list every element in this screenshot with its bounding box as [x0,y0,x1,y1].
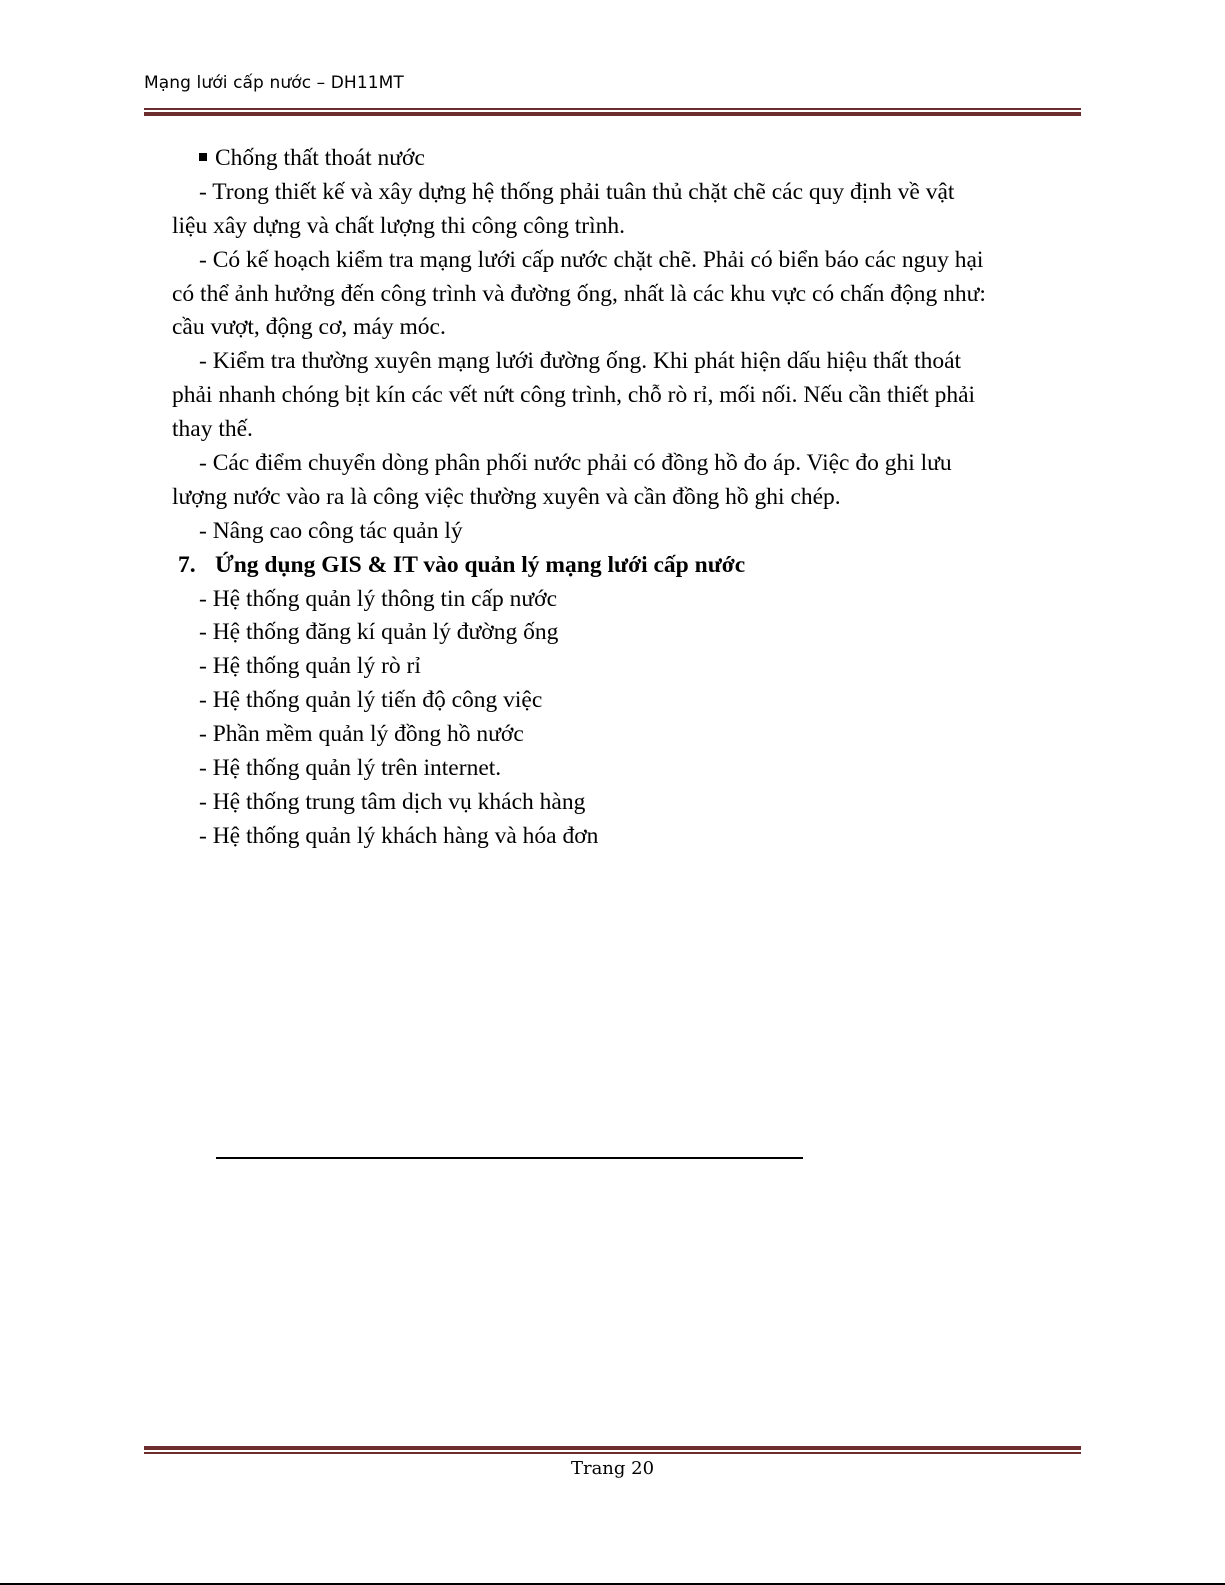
section-title: Ứng dụng GIS & IT vào quản lý mạng lưới cấp nước [215,551,746,578]
section-heading [172,549,1072,583]
header-rule-thick [144,112,1081,116]
paragraph-line: - Các điểm chuyển dòng phân phối nước phải có đồng hồ đo áp. Việc đo ghi lưu [199,450,952,477]
paragraph-line: có thể ảnh hưởng đến công trình và đường ống, nhất là các khu vực có chấn động như: [172,280,986,307]
paragraph-line: phải nhanh chóng bịt kín các vết nứt công trình, chỗ rò rỉ, mối nối. Nếu cần thiết phải [172,382,976,409]
running-header: Mạng lưới cấp nước – DH11MT [144,73,404,93]
paragraph-line: - Trong thiết kế và xây dựng hệ thống phải tuân thủ chặt chẽ các quy định về vật [199,178,955,205]
paragraph-line: - Có kế hoạch kiểm tra mạng lưới cấp nước chặt chẽ. Phải có biển báo các nguy hại [199,246,984,273]
paragraph-line: liệu xây dựng và chất lượng thi công công trình. [172,212,625,239]
section-number: 7. [178,551,196,578]
footer-rule-thick [144,1446,1081,1450]
list-item: - Hệ thống quản lý tiến độ công việc [199,687,543,714]
footnote-separator [216,1157,803,1159]
paragraph-line: cầu vượt, động cơ, máy móc. [172,314,446,341]
list-item: - Hệ thống trung tâm dịch vụ khách hàng [199,788,586,815]
body-text [172,142,1072,854]
paragraph-line: - Kiểm tra thường xuyên mạng lưới đường ống. Khi phát hiện dấu hiệu thất thoát [199,348,962,375]
list-item: - Hệ thống quản lý trên internet. [199,755,502,782]
list-item: - Hệ thống quản lý thông tin cấp nước [199,585,558,612]
footer-rule-thin [144,1452,1081,1454]
list-item: - Hệ thống quản lý rò rỉ [199,653,421,680]
page-number: Trang 20 [570,1458,655,1479]
paragraph-line: thay thế. [172,416,253,443]
bullet-heading: Chống thất thoát nước [172,142,1072,176]
list-item: - Hệ thống quản lý khách hàng và hóa đơn [199,822,599,849]
paragraph-line: - Nâng cao công tác quản lý [199,517,463,544]
list-item: - Hệ thống đăng kí quản lý đường ống [199,619,559,646]
list-item: - Phần mềm quản lý đồng hồ nước [199,721,524,748]
header-rule-thin [144,108,1081,110]
paragraph-line: lượng nước vào ra là công việc thường xuyên và cần đồng hồ ghi chép. [172,483,841,510]
square-bullet-icon [199,153,207,161]
